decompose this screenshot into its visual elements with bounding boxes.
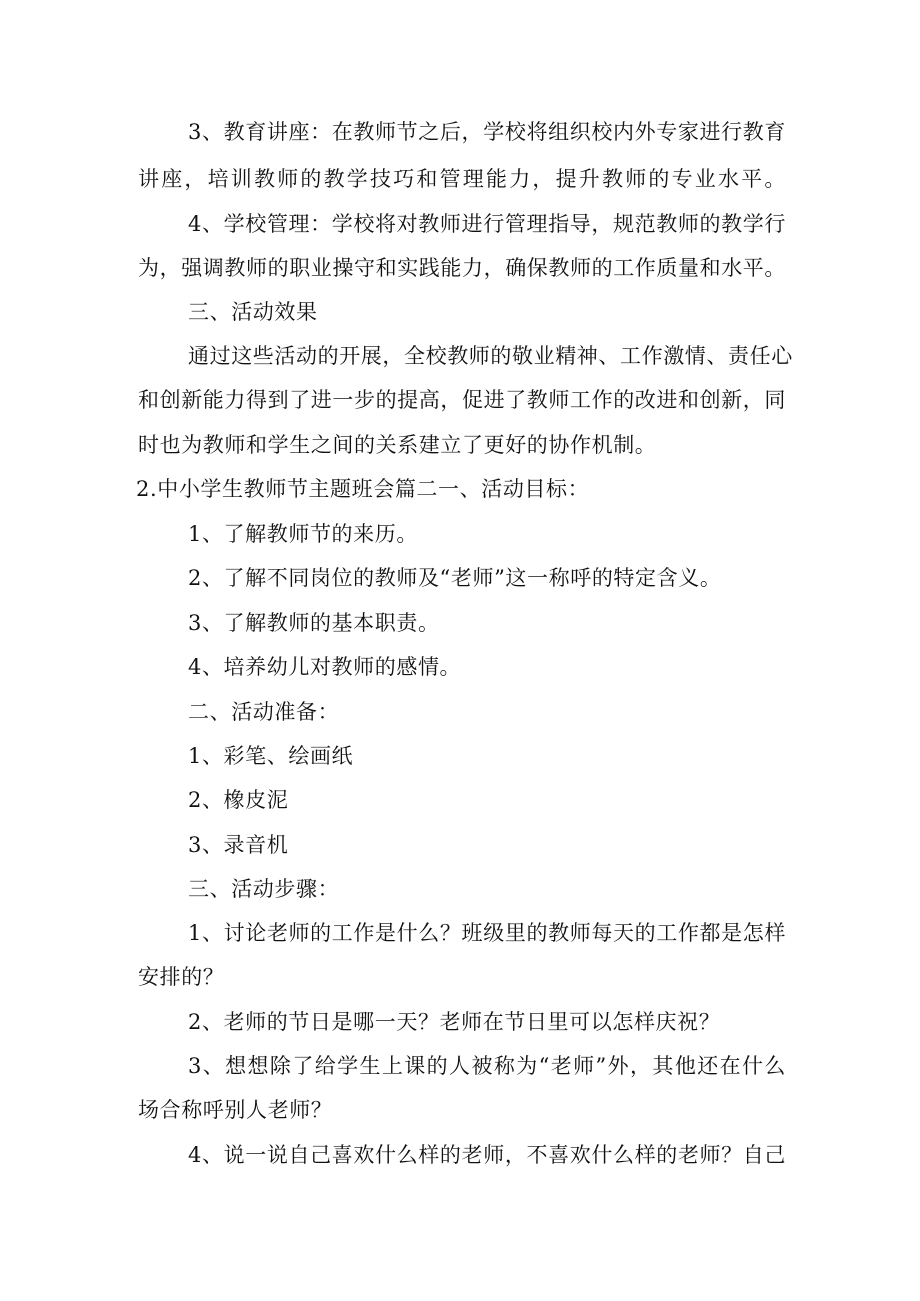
paragraph-line: 3、教育讲座：在教师节之后，学校将组织校内外专家进行教育 [188,120,786,144]
section-heading: 三、活动步骤： [188,877,340,901]
paragraph-line: 通过这些活动的开展，全校教师的敬业精神、工作激情、责任心 [188,344,793,368]
section-heading: 三、活动效果 [188,300,318,324]
paragraph-line: 3、想想除了给学生上课的人被称为“老师”外，其他还在什么 [188,1054,786,1078]
paragraph-line: 和创新能力得到了进一步的提高，促进了教师工作的改进和创新，同 [138,388,786,412]
list-item: 3、了解教师的基本职责。 [188,611,440,635]
paragraph-line: 场合称呼别人老师？ [138,1098,333,1122]
paragraph-line: 4、学校管理：学校将对教师进行管理指导，规范教师的教学行 [188,212,786,236]
paragraph-line: 1、讨论老师的工作是什么？班级里的教师每天的工作都是怎样 [188,921,786,945]
section-title: 2.中小学生教师节主题班会篇二一、活动目标： [136,477,590,501]
list-item: 2、橡皮泥 [188,788,289,812]
section-heading: 二、活动准备： [188,700,340,724]
list-item: 2、了解不同岗位的教师及“老师”这一称呼的特定含义。 [188,566,722,590]
list-item: 4、培养幼儿对教师的感情。 [188,655,462,679]
list-item: 1、了解教师节的来历。 [188,522,418,546]
list-item: 3、录音机 [188,833,289,857]
paragraph-line: 为，强调教师的职业操守和实践能力，确保教师的工作质量和水平。 [138,256,786,280]
paragraph-line: 4、说一说自己喜欢什么样的老师，不喜欢什么样的老师？自己 [188,1143,786,1167]
list-item: 1、彩笔、绘画纸 [188,744,354,768]
paragraph-line: 安排的？ [138,965,225,989]
paragraph-line: 2、老师的节日是哪一天？老师在节日里可以怎样庆祝？ [188,1010,721,1034]
paragraph-line: 讲座，培训教师的教学技巧和管理能力，提升教师的专业水平。 [138,167,786,191]
paragraph-line: 时也为教师和学生之间的关系建立了更好的协作机制。 [138,433,657,457]
